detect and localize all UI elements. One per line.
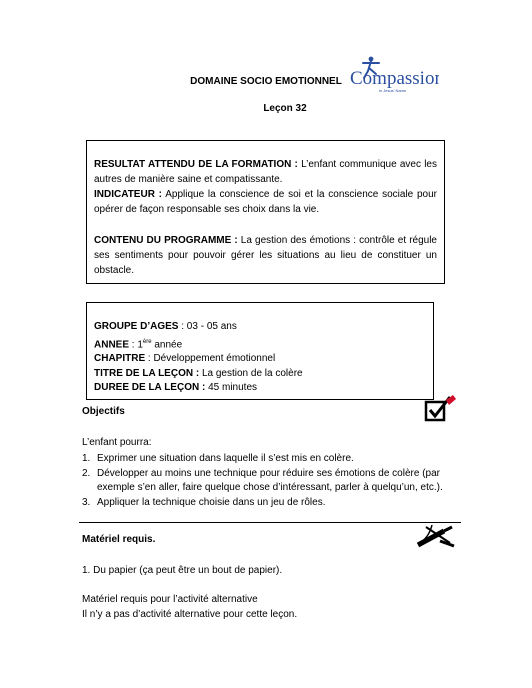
alt-materials-text: Il n’y a pas d’activité alternative pour cette leçon. [82, 609, 298, 620]
pencil-icon [414, 521, 458, 549]
list-item: 3. Appliquer la technique choisie dans un jeu de rôles. [82, 497, 326, 509]
chapter: CHAPITRE : Développement émotionnel [94, 353, 276, 365]
lesson-title: TITRE DE LA LEÇON : La gestion de la colère [94, 367, 303, 379]
objectives-heading: Objectifs [82, 406, 125, 417]
lesson-info-box [86, 302, 434, 400]
logo-text: Compassion [350, 68, 439, 89]
domain-title: DOMAINE SOCIO EMOTIONNEL [190, 76, 342, 87]
list-item: 1. Exprimer une situation dans laquelle il s’est mis en colère. [82, 453, 354, 464]
section-divider [79, 522, 461, 523]
expected-result: RESULTAT ATTENDU DE LA FORMATION : L’enfant communique avec les autres de manière saine et compatissante. [94, 159, 437, 185]
lesson-duration: DUREE DE LA LEÇON : 45 minutes [94, 382, 258, 394]
objectives-list [82, 452, 462, 511]
compassion-logo [349, 54, 439, 94]
lesson-number: Leçon 32 [263, 103, 307, 114]
year: ANNEE : 1ère année [94, 338, 183, 350]
program-content: CONTENU DU PROGRAMME : La gestion des émotions : contrôle et régule ses sentiments pour pouvoir gérer les situations au lieu de constituer un obstacle. [94, 235, 437, 276]
materials-item: 1. Du papier (ça peut être un bout de papier). [82, 565, 283, 576]
indicator: INDICATEUR : Applique la conscience de soi et la conscience sociale pour opérer de façon responsable ses choix dans la vie. [94, 189, 437, 215]
list-item: 2. Développer au moins une technique pour réduire ses émotions de colère (par exemple s’en aller, faire quelque chose d’intéressant, parler à quelqu’un, etc.). [82, 467, 443, 494]
age-group: GROUPE D’AGES : 03 - 05 ans [94, 321, 237, 332]
objectives-intro: L’enfant pourra: [82, 437, 152, 448]
alt-materials-heading: Matériel requis pour l’activité alternative [82, 594, 258, 605]
logo-subtext: in Jesus' Name [379, 88, 407, 93]
materials-heading: Matériel requis. [82, 534, 156, 545]
training-outcome-box [86, 140, 445, 284]
checkbox-check-icon [423, 394, 457, 424]
